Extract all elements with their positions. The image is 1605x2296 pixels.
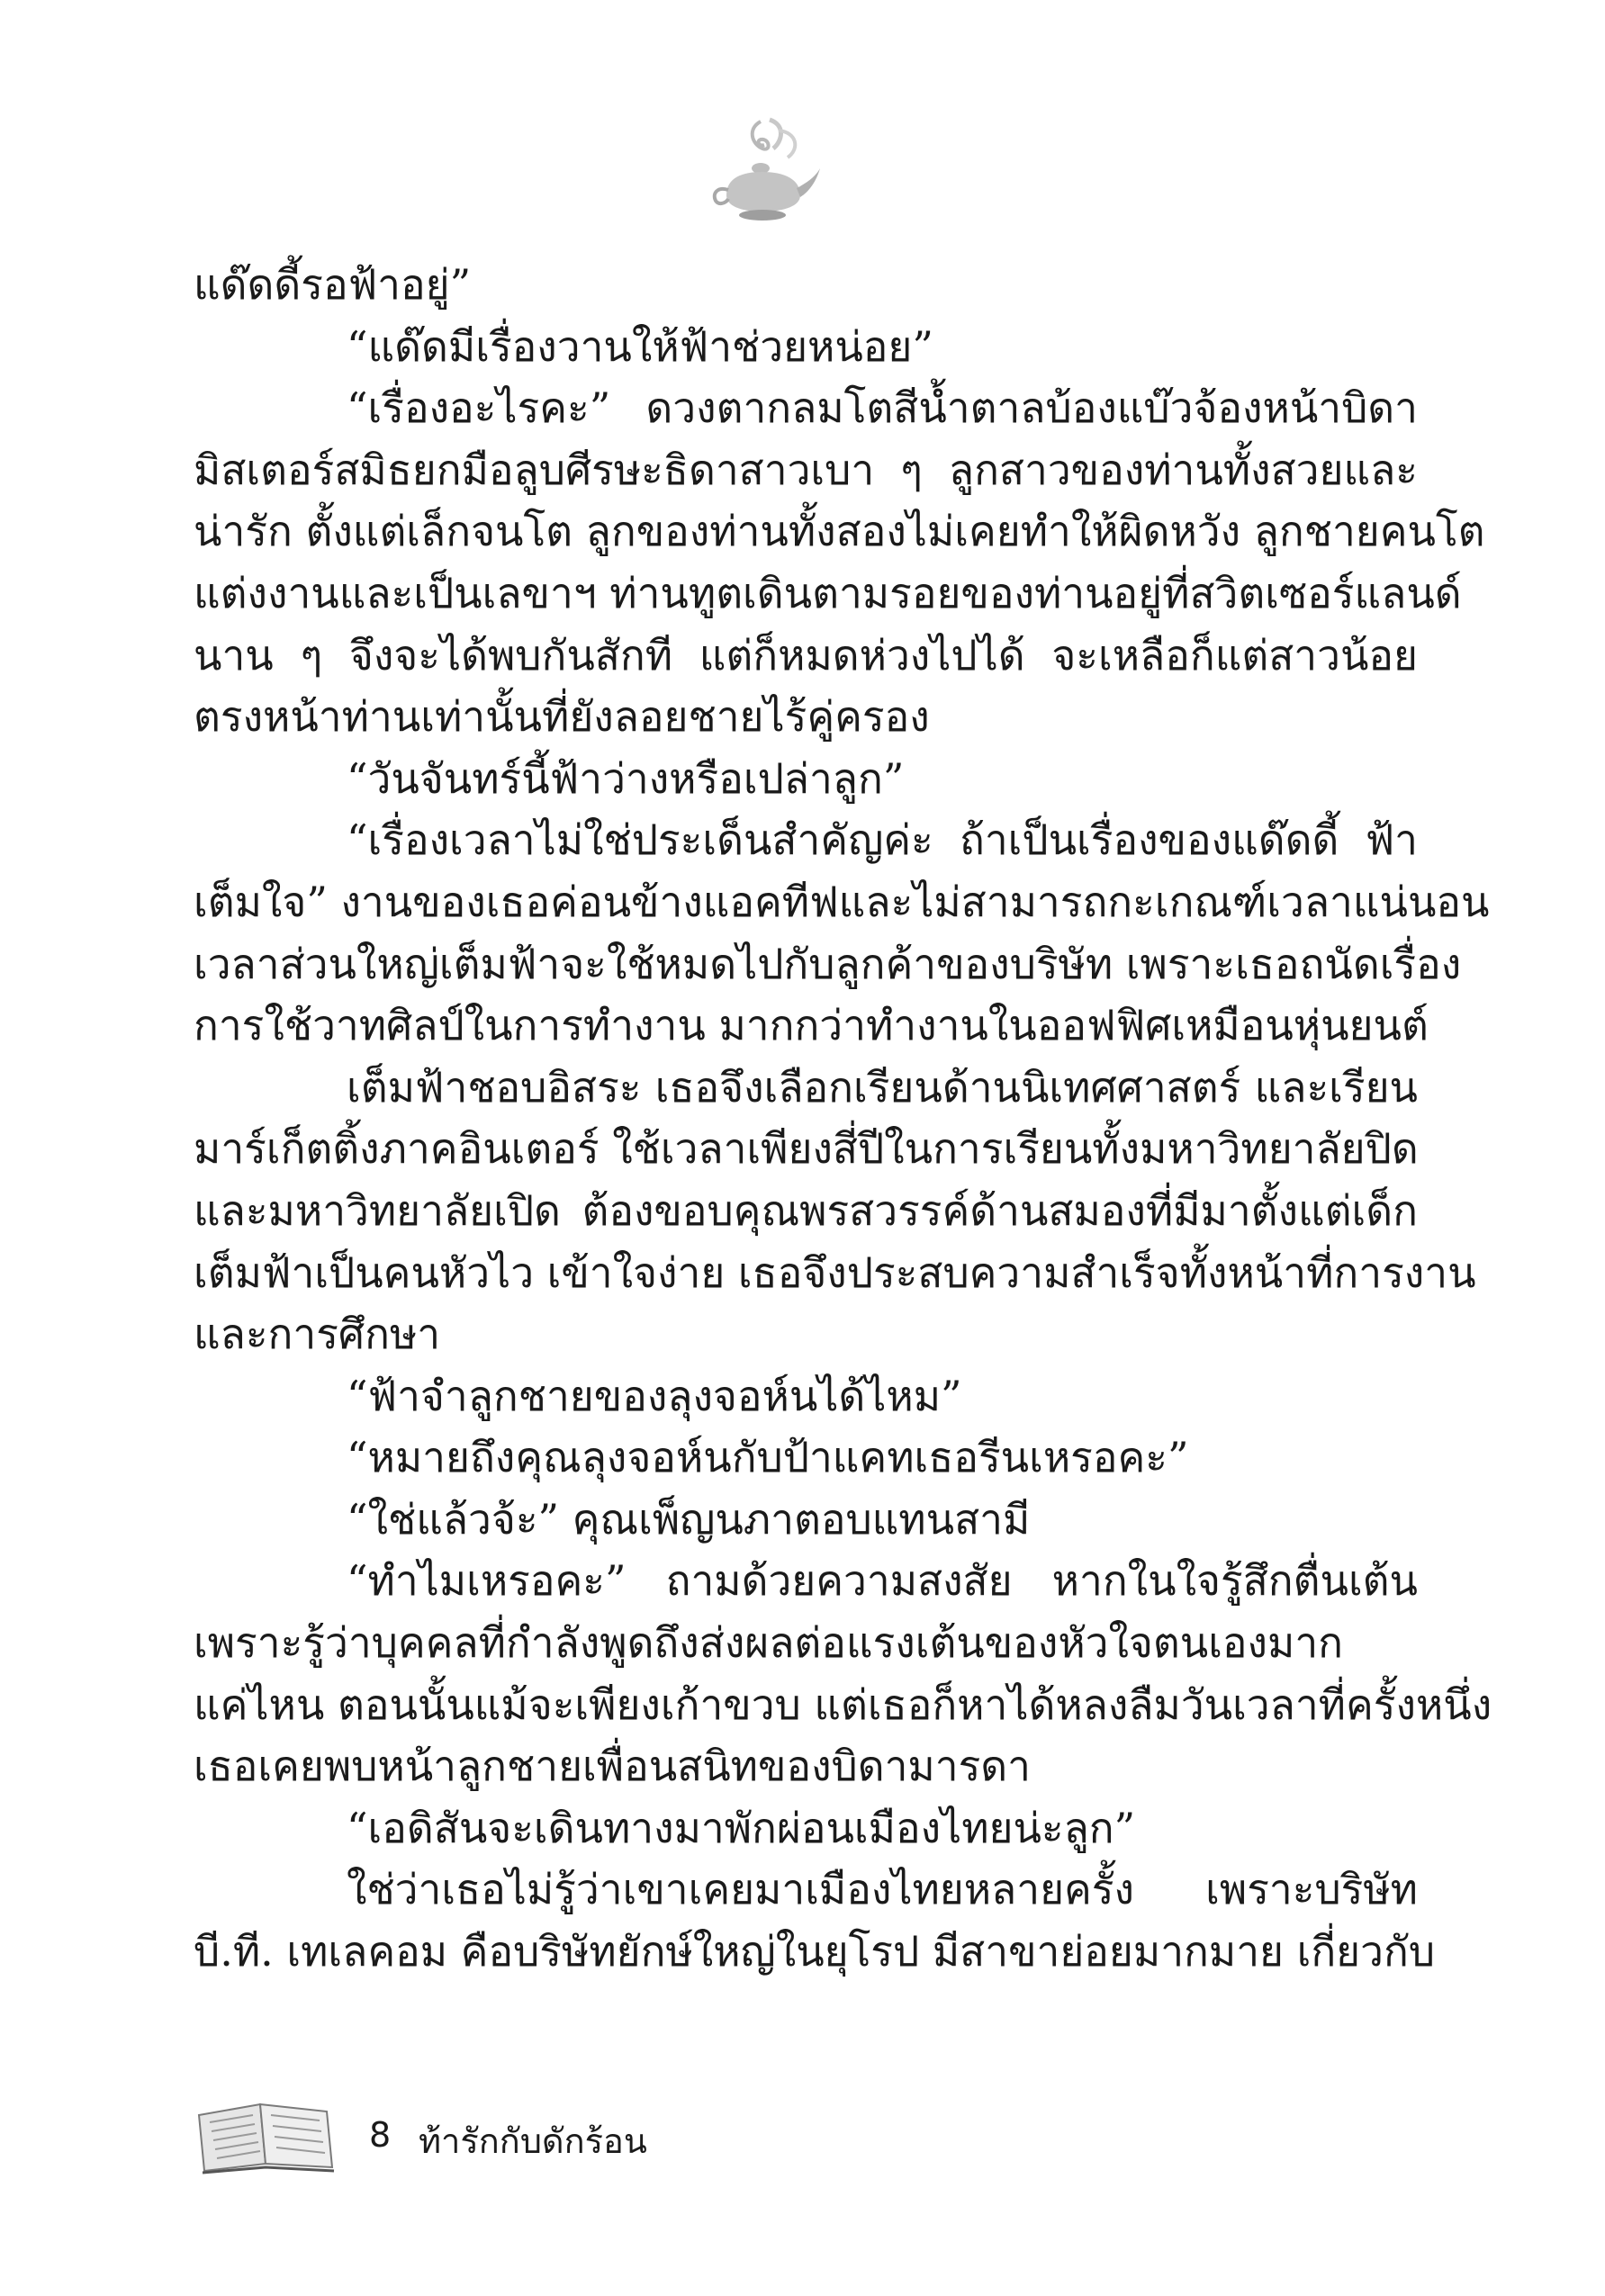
text-line: “เรื่องอะไรคะ” ดวงตากลมโตสีน้ำตาลบ้องแบ๊วจ้องหน้าบิดา <box>347 383 1418 433</box>
text-line: เต็มฟ้าเป็นคนหัวไว เข้าใจง่าย เธอจึงประสบความสำเร็จทั้งหน้าที่การงาน <box>194 1247 1476 1297</box>
text-line: เพราะรู้ว่าบุคคลที่กำลังพูดถึงส่งผลต่อแรงเต้นของหัวใจตนเองมาก <box>194 1618 1344 1668</box>
open-book-icon <box>194 2088 338 2178</box>
book-title: ท้ารักกับดักร้อน <box>419 2121 647 2161</box>
text-line: นาน ๆ จึงจะได้พบกันสักที แต่ก็หมดห่วงไปได้ จะเหลือก็แต่สาวน้อย <box>194 630 1418 680</box>
text-line: มิสเตอร์สมิธยกมือลูบศีรษะธิดาสาวเบา ๆ ลูกสาวของท่านทั้งสวยและ <box>194 445 1418 494</box>
genie-lamp-icon <box>707 113 824 230</box>
page-number: 8 <box>369 2115 392 2155</box>
text-line: “หมายถึงคุณลุงจอห์นกับป้าแคทเธอรีนเหรอคะ” <box>347 1433 1189 1482</box>
text-line: “เอดิสันจะเดินทางมาพักผ่อนเมืองไทยน่ะลูก” <box>347 1803 1136 1852</box>
text-line: น่ารัก ตั้งแต่เล็กจนโต ลูกของท่านทั้งสองไม่เคยทำให้ผิดหวัง ลูกชายคนโต <box>194 507 1485 556</box>
text-line: มาร์เก็ตติ้งภาคอินเตอร์ ใช้เวลาเพียงสี่ปีในการเรียนทั้งมหาวิทยาลัยปิด <box>194 1124 1419 1174</box>
text-line: “ใช่แล้วจ้ะ” คุณเพ็ญนภาตอบแทนสามี <box>347 1494 1031 1544</box>
text-line: บี.ที. เทเลคอม คือบริษัทยักษ์ใหญ่ในยุโรป มีสาขาย่อยมากมาย เกี่ยวกับ <box>194 1927 1436 1976</box>
text-line: และมหาวิทยาลัยเปิด ต้องขอบคุณพรสวรรค์ด้านสมองที่มีมาตั้งแต่เด็ก <box>194 1185 1418 1235</box>
text-line: ใช่ว่าเธอไม่รู้ว่าเขาเคยมาเมืองไทยหลายครั้ง เพราะบริษัท <box>347 1865 1418 1914</box>
text-line: ตรงหน้าท่านเท่านั้นที่ยังลอยชายไร้คู่ครอง <box>194 692 930 742</box>
page-footer <box>194 2088 1004 2178</box>
text-line: “ฟ้าจำลูกชายของลุงจอห์นได้ไหม” <box>347 1371 962 1420</box>
text-line: “เรื่องเวลาไม่ใช่ประเด็นสำคัญค่ะ ถ้าเป็นเรื่องของแด๊ดดี้ ฟ้า <box>347 815 1418 865</box>
text-line: แต่งงานและเป็นเลขาฯ ท่านทูตเดินตามรอยของท่านอยู่ที่สวิตเซอร์แลนด์ <box>194 568 1462 617</box>
text-line: เวลาส่วนใหญ่เต็มฟ้าจะใช้หมดไปกับลูกค้าของบริษัท เพราะเธอถนัดเรื่อง <box>194 939 1462 988</box>
text-line: “วันจันทร์นี้ฟ้าว่างหรือเปล่าลูก” <box>347 753 905 803</box>
text-line: เต็มฟ้าชอบอิสระ เธอจึงเลือกเรียนด้านนิเทศศาสตร์ และเรียน <box>347 1062 1418 1112</box>
text-line: “แด๊ดมีเรื่องวานให้ฟ้าช่วยหน่อย” <box>347 321 933 371</box>
text-line: แค่ไหน ตอนนั้นแม้จะเพียงเก้าขวบ แต่เธอก็หาได้หลงลืมวันเวลาที่ครั้งหนึ่ง <box>194 1679 1492 1729</box>
text-line: เต็มใจ” งานของเธอค่อนข้างแอคทีฟและไม่สามารถกะเกณฑ์เวลาแน่นอน <box>194 877 1490 926</box>
text-line: “ทำไมเหรอคะ” ถามด้วยความสงสัย หากในใจรู้สึกตื่นเต้น <box>347 1556 1418 1606</box>
text-line: และการศึกษา <box>194 1310 441 1359</box>
text-line: แด๊ดดี้รอฟ้าอยู่” <box>194 260 472 309</box>
text-line: เธอเคยพบหน้าลูกชายเพื่อนสนิทของบิดามารดา <box>194 1742 1031 1791</box>
story-text <box>194 254 1492 1983</box>
text-line: การใช้วาทศิลป์ในการทำงาน มากกว่าทำงานในออฟฟิศเหมือนหุ่นยนต์ <box>194 1001 1429 1050</box>
